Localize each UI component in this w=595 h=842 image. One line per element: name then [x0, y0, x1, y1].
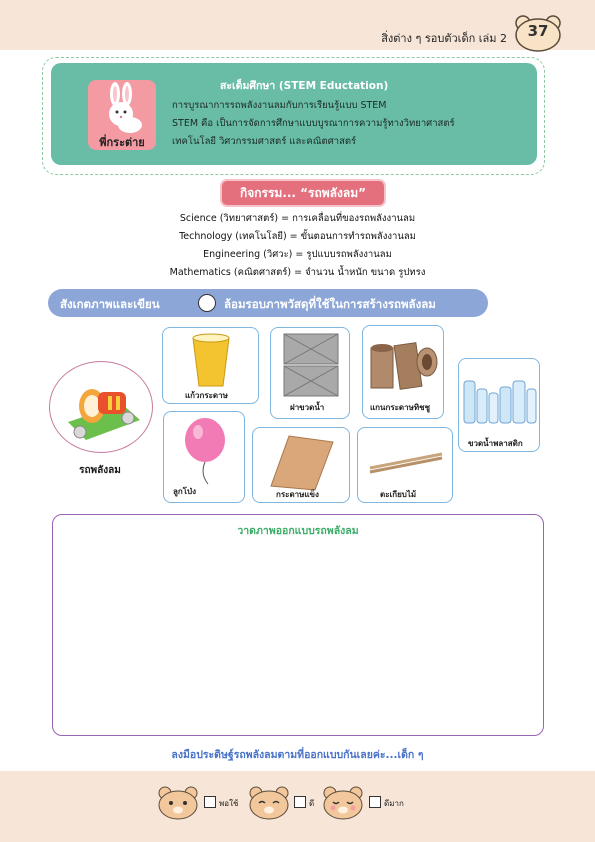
material-label: แกนกระดาษทิชชู — [370, 403, 430, 412]
material-label: ตะเกียบไม้ — [380, 490, 417, 499]
rating-label-very-good: ดีมาก — [384, 799, 404, 808]
material-label: ลูกโป่ง — [173, 487, 197, 496]
wind-car-frame — [49, 361, 153, 453]
drawing-area-title: วาดภาพออกแบบรถพลังลม — [237, 525, 359, 537]
material-label: แก้วกระดาษ — [185, 391, 228, 400]
rabbit-icon — [88, 80, 156, 136]
rating-label-fair: พอใช้ — [219, 799, 239, 808]
wind-car-label: รถพลังลม — [79, 465, 121, 476]
stem-line: เทคโนโลยี วิศวกรรมศาสตร์ และคณิตศาสตร์ — [172, 136, 357, 147]
definition-mathematics: Mathematics (คณิตศาสตร์) = จำนวน น้ำหนัก ขนาด รูปทรง — [169, 267, 426, 278]
stem-title: สะเต็มศึกษา (STEM Eductation) — [220, 80, 389, 92]
bear-face-good-icon — [248, 786, 290, 820]
bear-face-fair-icon — [157, 786, 199, 820]
rating-checkbox-very-good[interactable] — [369, 796, 381, 808]
stem-line: การบูรณาการรถพลังงานลมกับการเรียนรู้แบบ STEM — [172, 100, 387, 111]
material-label: กระดาษแข็ง — [276, 490, 319, 499]
definition-science: Science (วิทยาศาสตร์) = การเคลื่อนที่ของรถพลังงานลม — [179, 213, 416, 224]
rating-checkbox-good[interactable] — [294, 796, 306, 808]
wind-car-icon — [50, 362, 154, 454]
book-title: สิ่งต่าง ๆ รอบตัวเด็ก เล่ม 2 — [381, 32, 507, 45]
stem-line: STEM คือ เป็นการจัดการศึกษาแบบบูรณาการความรู้ทางวิทยาศาสตร์ — [172, 118, 455, 129]
material-label: ฝาขวดน้ำ — [290, 403, 325, 412]
invent-instruction: ลงมือประดิษฐ์รถพลังลมตามที่ออกแบบกันเลยค่ะ...เด็ก ๆ — [171, 749, 424, 761]
rating-label-good: ดี — [309, 799, 315, 808]
instruction-text-end: ล้อมรอบภาพวัสดุที่ใช้ในการสร้างรถพลังลม — [224, 297, 436, 311]
material-label: ขวดน้ำพลาสติก — [468, 439, 523, 448]
instruction-text-start: สังเกตภาพและเขียน — [60, 297, 160, 311]
activity-title: กิจกรรม... “รถพลังลม” — [222, 181, 384, 205]
definition-technology: Technology (เทคโนโลยี) = ขั้นตอนการทำรถพลังงานลม — [179, 231, 416, 242]
page-number: 37 — [527, 22, 549, 40]
rating-checkbox-fair[interactable] — [204, 796, 216, 808]
character-name: พี่กระต่าย — [99, 136, 145, 149]
circle-icon — [198, 294, 216, 312]
definition-engineering: Engineering (วิศวะ) = รูปแบบรถพลังงานลม — [203, 249, 392, 260]
drawing-area[interactable] — [52, 514, 544, 736]
bear-face-very-good-icon — [322, 786, 364, 820]
